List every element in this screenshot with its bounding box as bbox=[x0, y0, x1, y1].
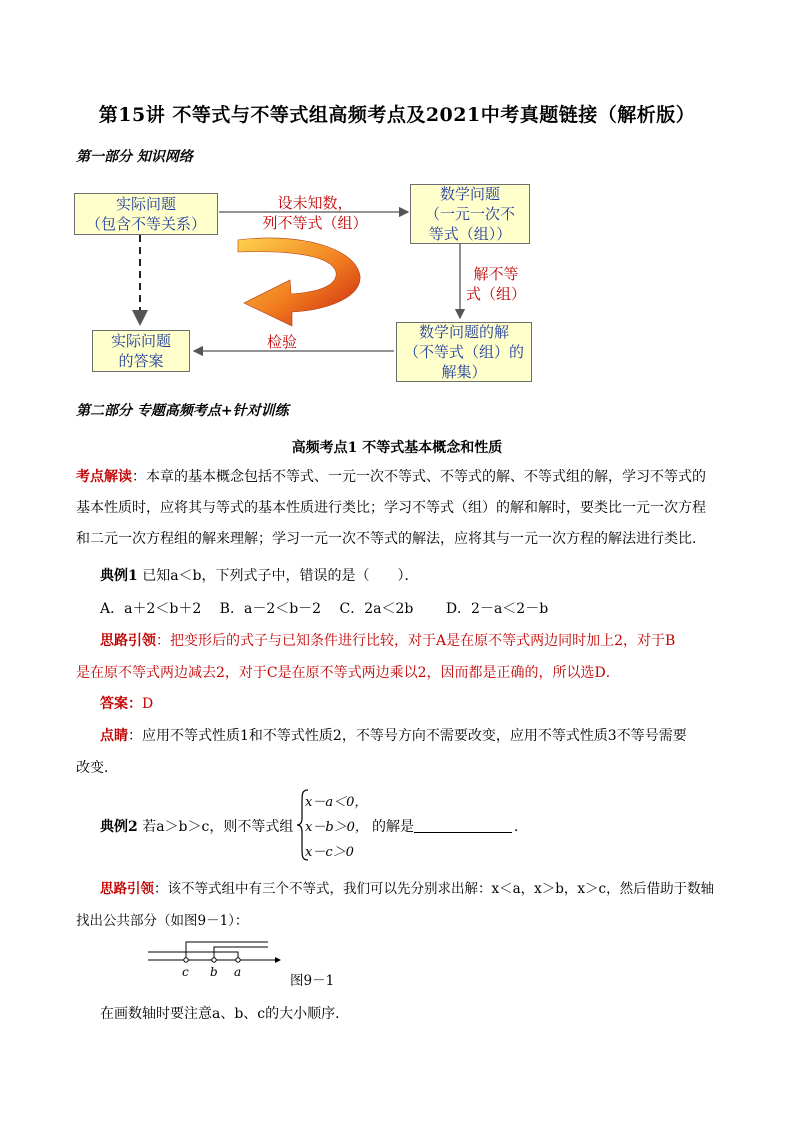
box-math-solution: 数学问题的解 （不等式（组）的 解集） bbox=[396, 322, 532, 382]
example1-options: A．a＋2＜b＋2 B．a－2＜b－2 C．2a＜2b D．2－a＜2－b bbox=[100, 601, 549, 617]
number-line-figure bbox=[140, 934, 290, 984]
arrow-right-label: 解不等 式（组） bbox=[465, 265, 526, 303]
example1-point-line1: 点睛：应用不等式性质1和不等式性质2，不等号方向不需要改变，应用不等式性质3不等号需要 bbox=[100, 728, 687, 744]
explain-text: ：本章的基本概念包括不等式、一元一次不等式、不等式的解、不等式组的解，学习不等式的基本性质时，应将其与等式的基本性质进行类比；学习不等式（组）的解和解时，要类比一元一次方程和二元一次方程组的解来理解；学习一元一次不等式的解法，应将其与一元一次方程的解法进行类比． bbox=[76, 469, 706, 547]
example2-question-end: ． bbox=[514, 819, 528, 835]
explain-label: 考点解读 bbox=[76, 469, 132, 485]
figure-caption: 图9－1 bbox=[290, 973, 335, 989]
diagram-arrows bbox=[0, 0, 794, 400]
example2-question-pre: 典例2 若a＞b＞c，则不等式组 bbox=[100, 819, 294, 835]
example1-answer: 答案：D bbox=[100, 696, 154, 712]
curved-arrow-icon bbox=[238, 238, 360, 326]
example2-hint-line2: 找出公共部分（如图9－1）： bbox=[76, 913, 249, 929]
example1-point-line2: 改变． bbox=[76, 760, 118, 776]
box-real-problem bbox=[74, 193, 218, 235]
answer-blank bbox=[414, 818, 512, 833]
page-title: 第15讲 不等式与不等式组高频考点及2021中考真题链接（解析版） bbox=[98, 104, 696, 126]
axis-point-a: a bbox=[234, 965, 242, 979]
axis-point-c: c bbox=[182, 965, 189, 979]
arrow-bottom-label: 检验 bbox=[266, 333, 297, 351]
explain-paragraph bbox=[76, 462, 716, 555]
example1-question: 典例1 已知a＜b，下列式子中，错误的是（ ）． bbox=[100, 568, 419, 584]
box-real-answer: 实际问题 的答案 bbox=[92, 330, 190, 372]
arrow-top-label: 设未知数， 列不等式（组） bbox=[262, 194, 368, 232]
axis-point-b: b bbox=[210, 965, 218, 979]
example1-hint-line1: 思路引领：把变形后的式子与已知条件进行比较，对于A是在原不等式两边同时加上2，对于B bbox=[100, 633, 676, 649]
example2-note: 在画数轴时要注意a、b、c的大小顺序． bbox=[100, 1006, 350, 1022]
box-real-problem-line1: 实际问题 bbox=[115, 195, 176, 213]
part2-heading: 第二部分 专题高频考点+针对训练 bbox=[76, 403, 289, 419]
example2-question-post: 的解是 bbox=[372, 819, 414, 835]
inequality-system: x－a＜0， x－b＞0， x－c＞0 bbox=[305, 795, 368, 860]
example2-hint-line1: 思路引领：该不等式组中有三个不等式，我们可以先分别求出解：x＜a，x＞b，x＞c，然后借助于数轴 bbox=[100, 881, 715, 897]
example1-hint-line2: 是在原不等式两边减去2，对于C是在原不等式两边乘以2，因而都是正确的，所以选D． bbox=[76, 665, 620, 681]
box-real-problem-line2: （包含不等关系） bbox=[85, 215, 206, 233]
box-math-problem: 数学问题 （一元一次不 等式（组）） bbox=[410, 184, 530, 244]
part1-heading: 第一部分 知识网络 bbox=[76, 149, 193, 165]
topic-heading: 高频考点1 不等式基本概念和性质 bbox=[291, 440, 503, 456]
